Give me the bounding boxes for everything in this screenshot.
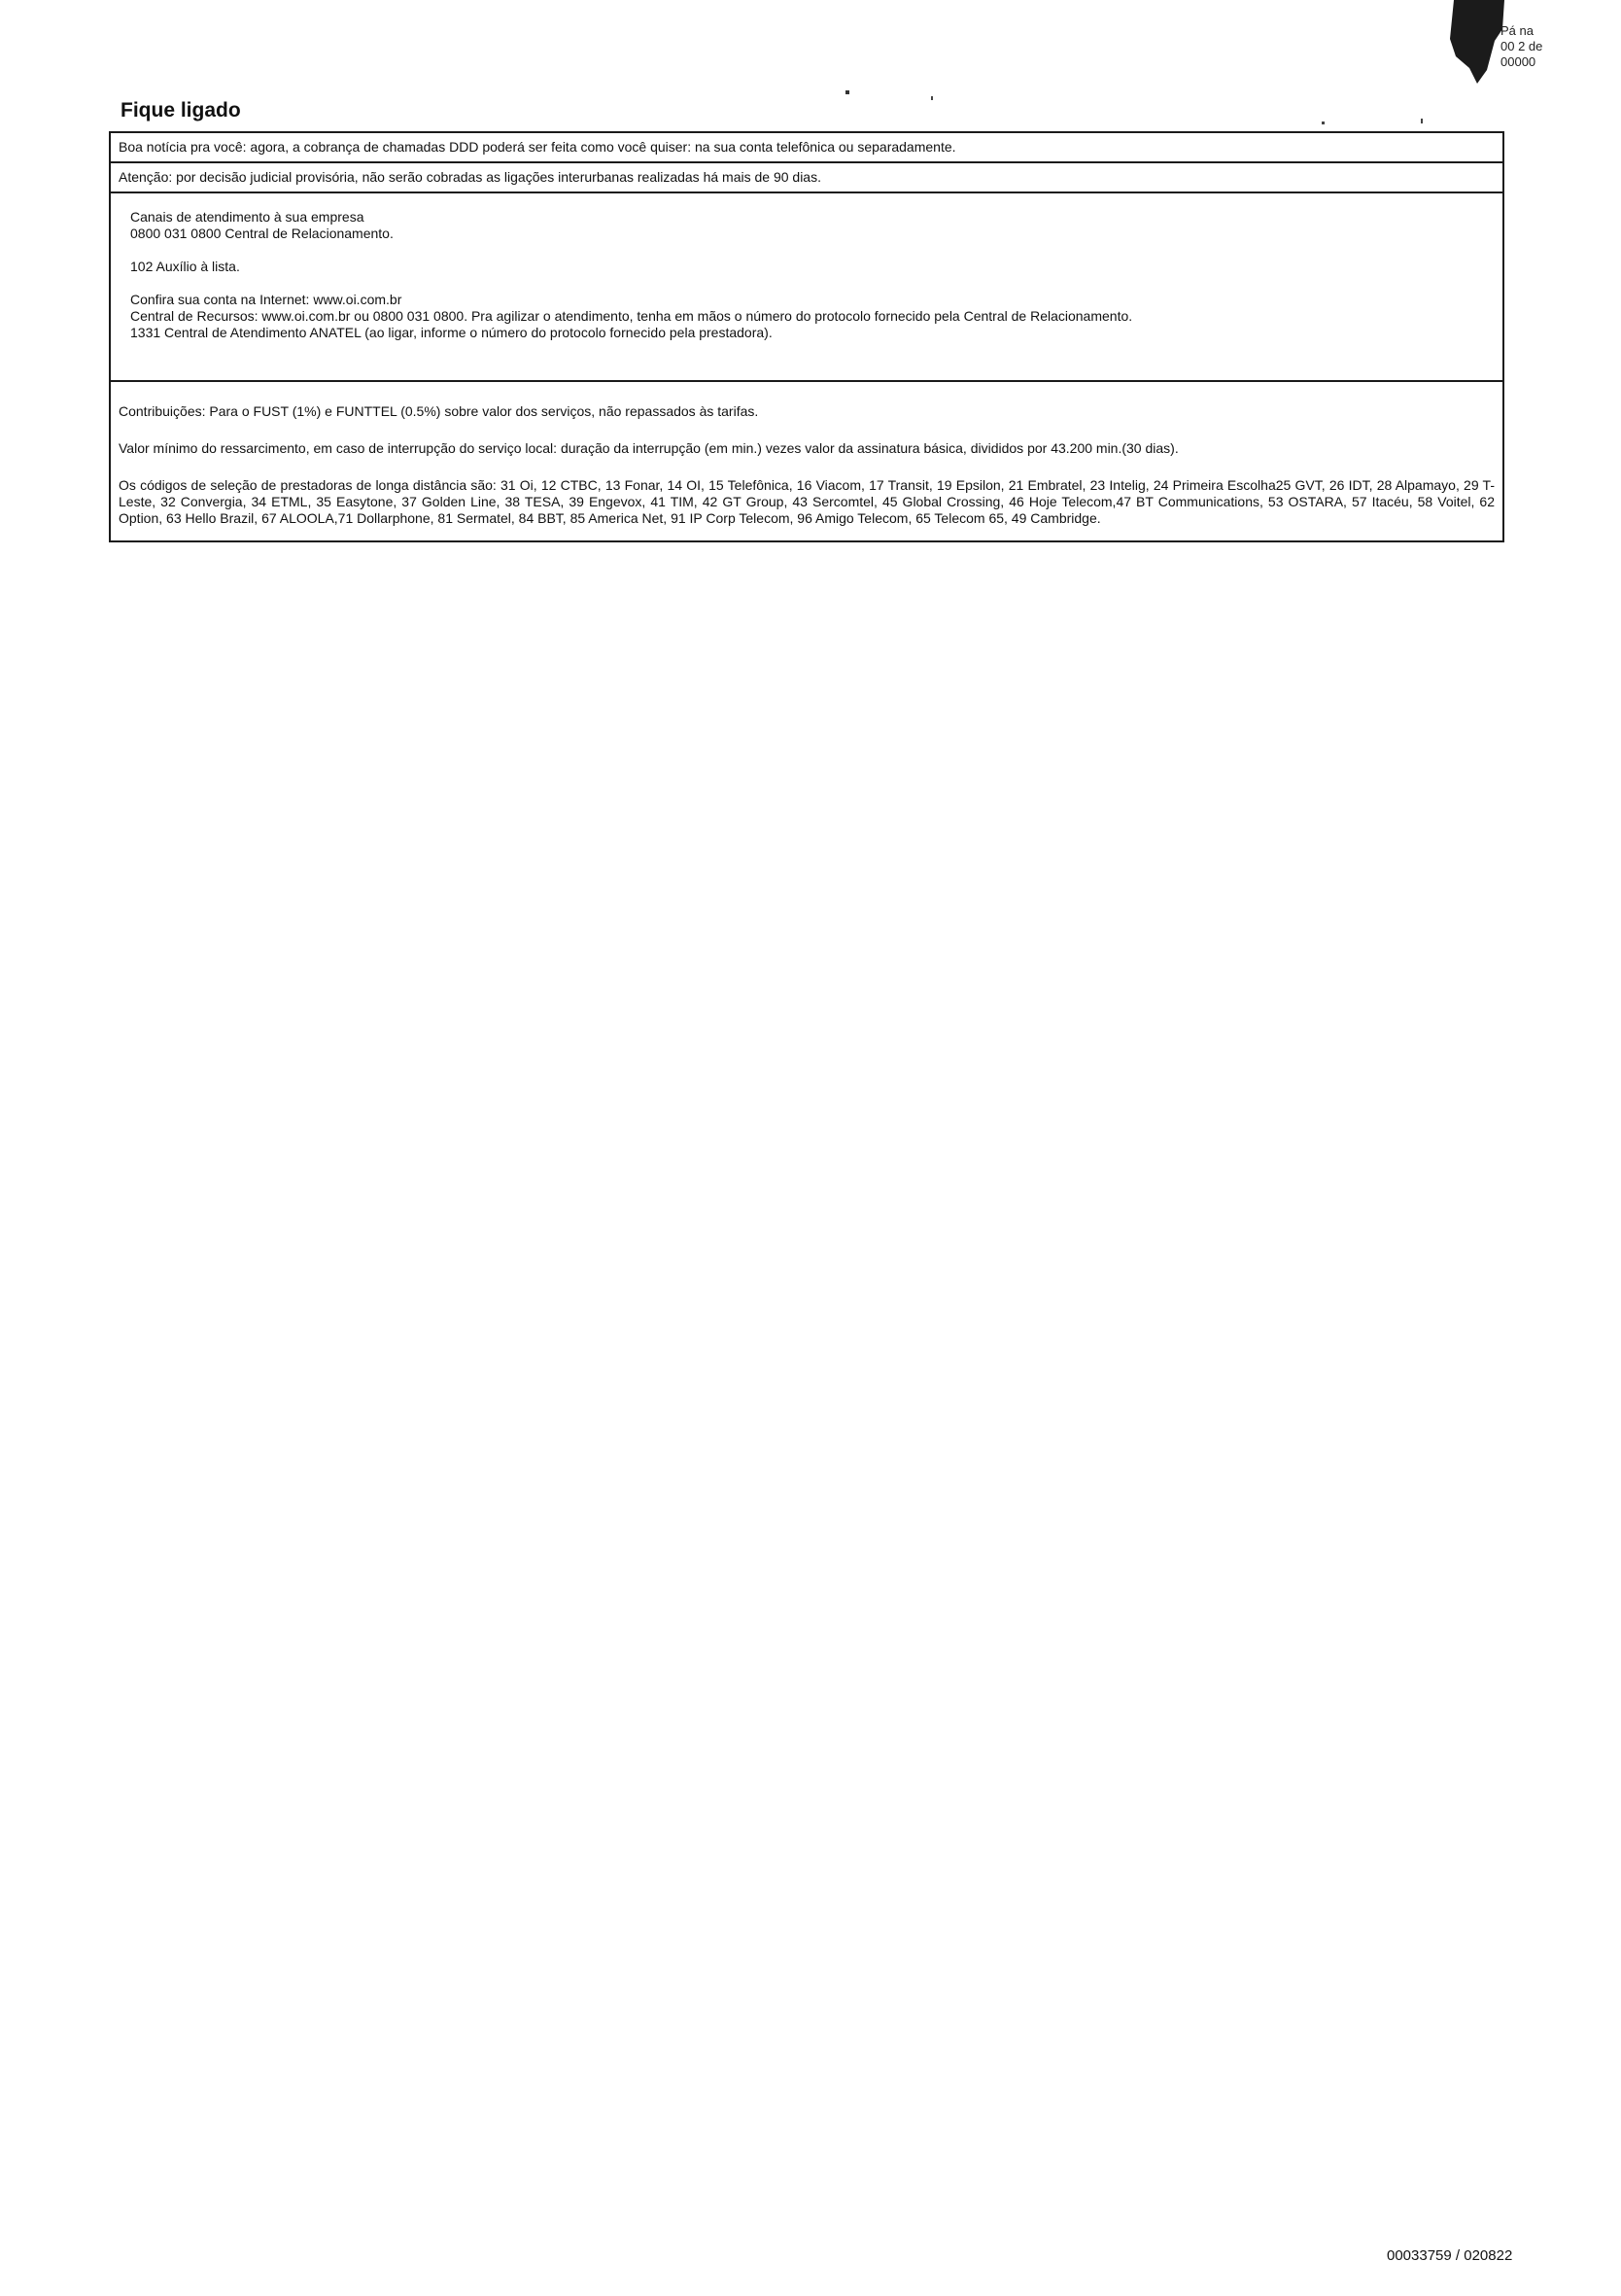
service-channels-section bbox=[111, 193, 1502, 382]
channels-heading: Canais de atendimento à sua empresa bbox=[130, 209, 364, 225]
resources-center-line: Central de Recursos: www.oi.com.br ou 0800 031 0800. Pra agilizar o atendimento, tenha em mãos o número do protocolo fornecido pela Central de Relacionamento. bbox=[130, 308, 1133, 324]
attention-text: Atenção: por decisão judicial provisória, não serão cobradas as ligações interurbanas realizadas há mais de 90 dias. bbox=[119, 169, 821, 185]
internet-bill-line: Confira sua conta na Internet: www.oi.com.br bbox=[130, 292, 402, 307]
relationship-center-line: 0800 031 0800 Central de Relacionamento. bbox=[130, 226, 394, 241]
directory-assistance-line: 102 Auxílio à lista. bbox=[130, 259, 240, 274]
redaction-mark bbox=[1448, 0, 1508, 86]
page-number-label bbox=[1500, 23, 1542, 70]
attention-row bbox=[111, 163, 1502, 193]
legal-info-section bbox=[111, 382, 1502, 540]
page-number-line-1: Pá na bbox=[1500, 23, 1534, 38]
section-title: Fique ligado bbox=[121, 99, 241, 122]
anatel-line: 1331 Central de Atendimento ANATEL (ao ligar, informe o número do protocolo fornecido pela prestadora). bbox=[130, 325, 773, 340]
reimbursement-text: Valor mínimo do ressarcimento, em caso de interrupção do serviço local: duração da interrupção (em min.) vezes valor da assinatura básica, divididos por 43.200 min.(30 dias). bbox=[119, 440, 1179, 456]
page-number-marker bbox=[1448, 0, 1543, 86]
page-number-line-2: 00 2 de bbox=[1500, 39, 1543, 53]
document-code: 00033759 / 020822 bbox=[1387, 2247, 1513, 2264]
notice-row bbox=[111, 133, 1502, 163]
notice-text: Boa notícia pra você: agora, a cobrança de chamadas DDD poderá ser feita como você quiser: na sua conta telefônica ou separadamente. bbox=[119, 139, 956, 155]
page-number-line-3: 00000 bbox=[1500, 54, 1536, 69]
info-box bbox=[109, 131, 1504, 542]
contributions-text: Contribuições: Para o FUST (1%) e FUNTTEL (0.5%) sobre valor dos serviços, não repassados às tarifas. bbox=[119, 403, 759, 419]
carrier-codes-text: Os códigos de seleção de prestadoras de longa distância são: 31 Oi, 12 CTBC, 13 Fonar, 14 OI, 15 Telefônica, 16 Viacom, 17 Transit, 19 Epsilon, 21 Embratel, 23 Intelig, 24 Primeira Escolha25 GVT, 26 IDT, 28 Alpamayo, 29 T-Leste, 32 Convergia, 34 ETML, 35 Easytone, 37 Golden Line, 38 TESA, 39 Engevox, 41 TIM, 42 GT Group, 43 Sercomtel, 45 Global Crossing, 46 Hoje Telecom,47 BT Communications, 53 OSTARA, 57 Itacéu, 58 Voitel, 62 Option, 63 Hello Brazil, 67 ALOOLA,71 Dollarphone, 81 Sermatel, 84 BBT, 85 America Net, 91 IP Corp Telecom, 96 Amigo Telecom, 65 Telecom 65, 49 Cambridge. bbox=[119, 477, 1495, 526]
